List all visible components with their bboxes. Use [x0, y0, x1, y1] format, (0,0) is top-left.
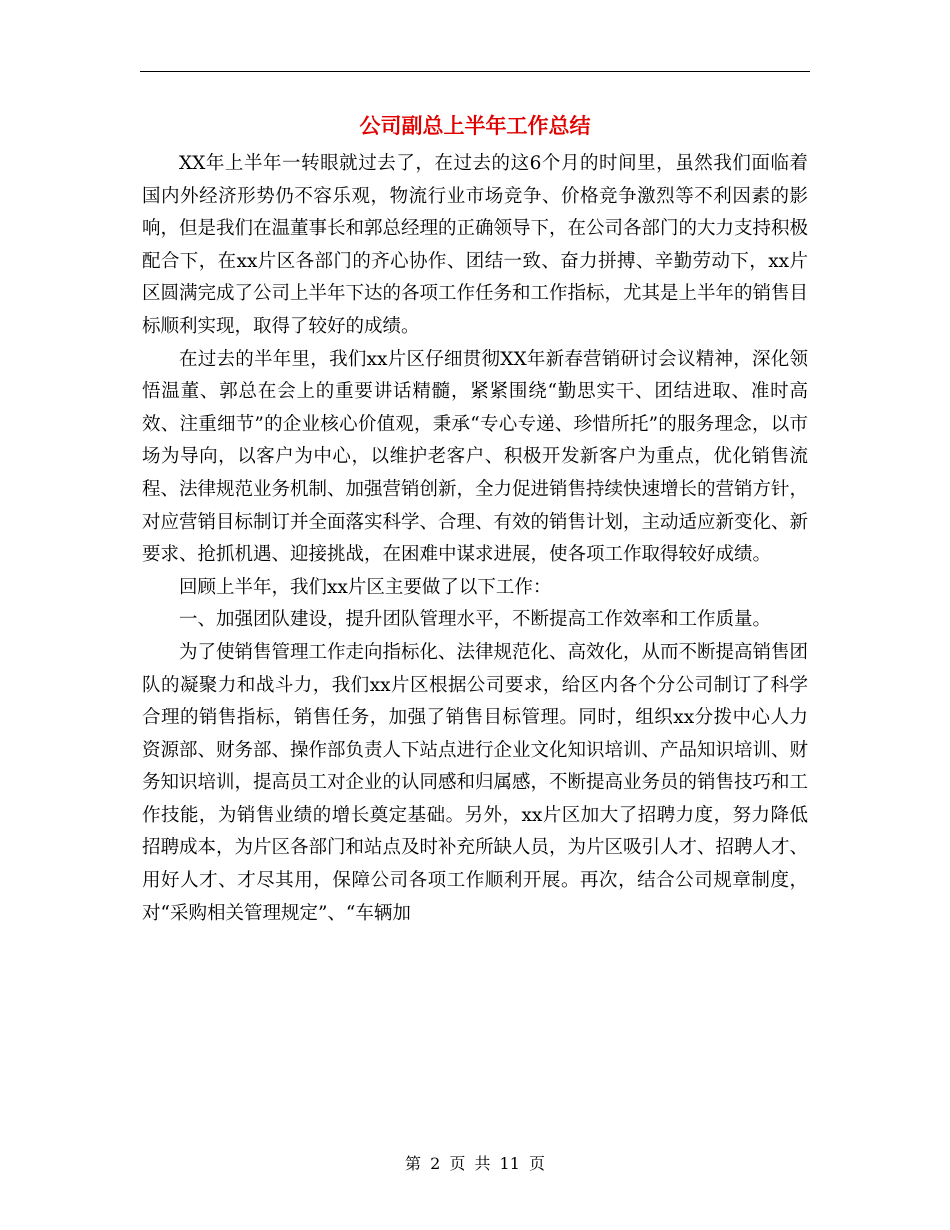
document-title: 公司副总上半年工作总结	[359, 113, 591, 138]
header-rule	[140, 71, 810, 72]
paragraph-review: 在过去的半年里，我们xx片区仔细贯彻XX年新春营销研讨会议精神，深化领悟温董、郭总在会上的重要讲话精髓，紧紧围绕“勤思实干、团结进取、准时高效、注重细节”的企业核心价值观，秉承“专心专递、珍惜所托”的服务理念，以市场为导向，以客户为中心，以维护老客户、积极开发新客户为重点，优化销售流程、法律规范业务机制、加强营销创新，全力促进销售持续快速增长的营销方针，对应营销目标制订并全面落实科学、合理、有效的销售计划，主动适应新变化、新要求、抢抓机遇、迎接挑战，在困难中谋求进展，使各项工作取得较好成绩。	[142, 348, 809, 566]
paragraph-intro: XX年上半年一转眼就过去了，在过去的这6个月的时间里，虽然我们面临着国内外经济形势仍不容乐观，物流行业市场竞争、价格竞争激烈等不利因素的影响，但是我们在温董事长和郭总经理的正确领导下，在公司各部门的大力支持积极配合下，在xx片区各部门的齐心协作、团结一致、奋力拼搏、辛勤劳动下，xx片区圆满完成了公司上半年下达的各项工作任务和工作指标，尤其是上半年的销售目标顺利实现，取得了较好的成绩。	[142, 153, 809, 337]
page-number: 第 2 页 共 11 页	[405, 1154, 545, 1173]
paragraph-team-building: 为了使销售管理工作走向指标化、法律规范化、高效化，从而不断提高销售团队的凝聚力和战斗力，我们xx片区根据公司要求，给区内各个分公司制订了科学合理的销售指标，销售任务，加强了销售目标管理。同时，组织xx分拨中心人力资源部、财务部、操作部负责人下站点进行企业文化知识培训、产品知识培训、财务知识培训，提高员工对企业的认同感和归属感，不断提高业务员的销售技巧和工作技能，为销售业绩的增长奠定基础。另外，xx片区加大了招聘力度，努力降低招聘成本，为片区各部门和站点及时补充所缺人员，为片区吸引人才、招聘人才、用好人才、才尽其用，保障公司各项工作顺利开展。再次，结合公司规章制度，对“采购相关管理规定”、“车辆加	[142, 641, 809, 924]
section-heading-1: 一、加强团队建设，提升团队管理水平，不断提高工作效率和工作质量。	[179, 609, 772, 631]
paragraph-overview: 回顾上半年，我们xx片区主要做了以下工作：	[179, 576, 552, 598]
document-body	[142, 148, 808, 930]
